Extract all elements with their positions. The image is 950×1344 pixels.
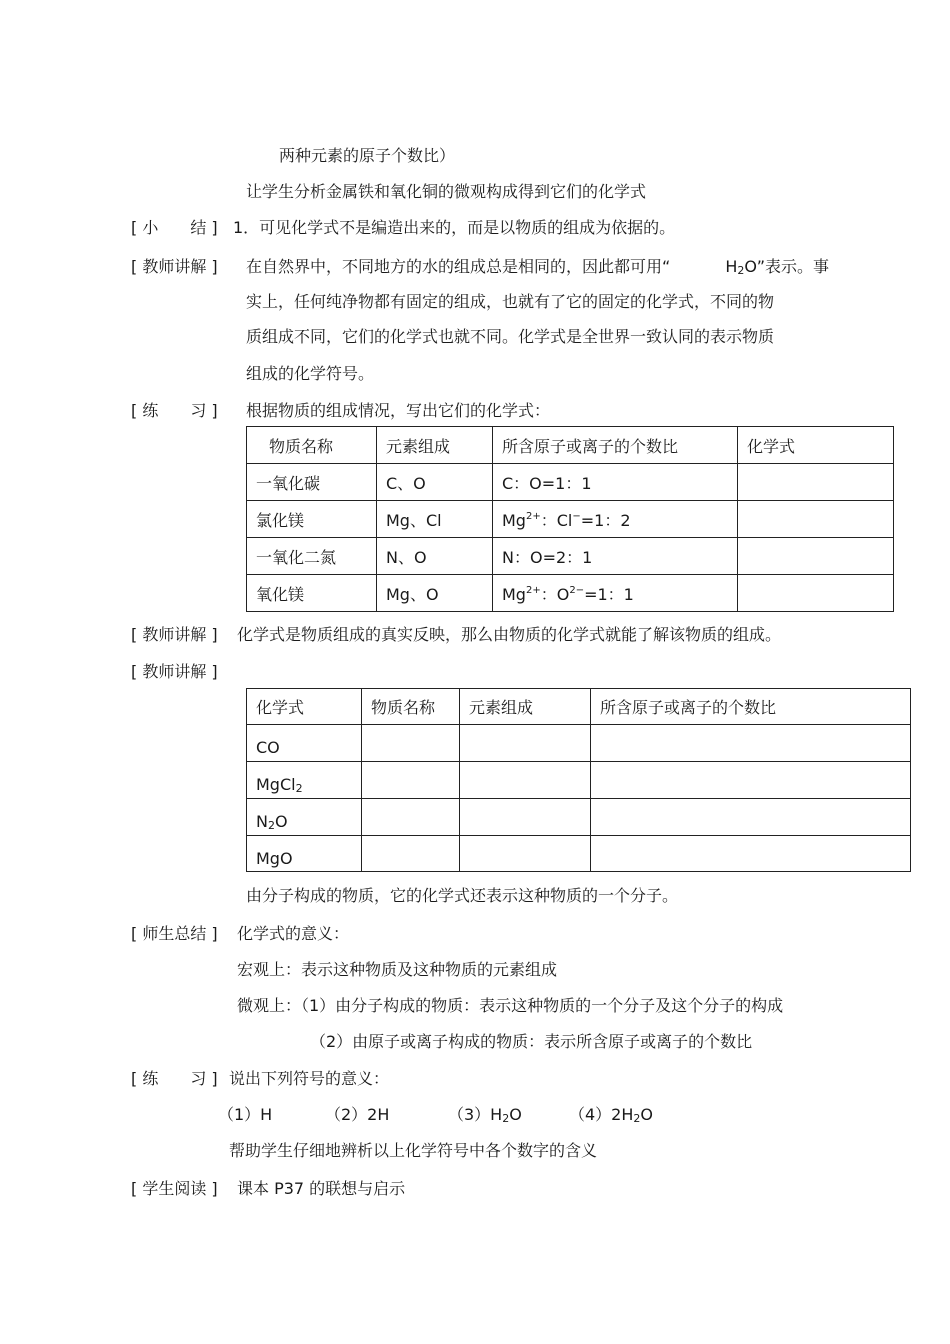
conclusion-text: 化学式的意义： [237, 924, 350, 943]
table-cell [460, 762, 591, 799]
table-header: 所含原子或离子的个数比 [591, 689, 911, 725]
lecture1-line-1 [246, 256, 829, 278]
summary-tag: [ 小 结 ] [131, 218, 218, 237]
table-header: 物质名称 [362, 689, 460, 725]
table-cell: C、O [377, 464, 493, 501]
lecture1-line-1-before: 在自然界中，不同地方的水的组成总是相同的，因此都可用“ [246, 257, 671, 276]
table-cell [591, 836, 911, 872]
reading-tag: [ 学生阅读 ] [131, 1179, 218, 1198]
table-cell [738, 501, 894, 538]
table-cell: C：O=1：1 [493, 464, 738, 501]
formula-meaning-table [246, 688, 911, 872]
table-cell: 氧化镁 [247, 575, 377, 612]
table-cell [738, 575, 894, 612]
practice1-text: 根据物质的组成情况，写出它们的化学式： [246, 401, 551, 420]
lecture3-note: 由分子构成的物质，它的化学式还表示这种物质的一个分子。 [246, 886, 679, 905]
conclusion-tag: [ 师生总结 ] [131, 924, 218, 943]
table-cell-ratio-mgcl: $Mg^{2+}$：Cl−=1：2 [493, 501, 738, 538]
water-formula: $H_2O$ [725, 257, 757, 277]
table-header: 元素组成 [460, 689, 591, 725]
conclusion-macro: 宏观上：表示这种物质及这种物质的元素组成 [237, 960, 558, 979]
table-cell [738, 538, 894, 575]
table-header: 元素组成 [377, 427, 493, 464]
symbol-item-2: （2）2H [325, 1105, 390, 1124]
table-cell [591, 725, 911, 762]
table-cell-ratio-mgo: $Mg^{2+}$：$O^{2-}=1$：1 [493, 575, 738, 612]
table-cell: 一氧化二氮 [247, 538, 377, 575]
composition-table [246, 426, 894, 612]
lecture-tag-1: [ 教师讲解 ] [131, 257, 218, 276]
intro-line-1: 两种元素的原子个数比） [279, 146, 456, 165]
table-cell: CO [247, 725, 362, 762]
table-header: 化学式 [247, 689, 362, 725]
practice-tag-1: [ 练 习 ] [131, 401, 218, 420]
lecture2-text: 化学式是物质组成的真实反映，那么由物质的化学式就能了解该物质的组成。 [237, 625, 782, 644]
summary-text: 1．可见化学式不是编造出来的，而是以物质的组成为依据的。 [233, 218, 676, 237]
lecture1-line-1-after: ”表示。事 [756, 257, 830, 276]
table-cell [362, 762, 460, 799]
table-cell [591, 799, 911, 836]
table-cell-n2o: $N_2O$ [247, 799, 362, 836]
lecture1-line-3: 质组成不同，它们的化学式也就不同。化学式是全世界一致认同的表示物质 [246, 327, 775, 346]
conclusion-micro-1: 微观上：（1）由分子构成的物质：表示这种物质的一个分子及这个分子的构成 [237, 996, 784, 1015]
lecture1-line-2: 实上，任何纯净物都有固定的组成，也就有了它的固定的化学式，不同的物 [246, 292, 775, 311]
practice-tag-2: [ 练 习 ] [131, 1069, 218, 1088]
reading-text: 课本 P37 的联想与启示 [237, 1179, 406, 1198]
table-header: 化学式 [738, 427, 894, 464]
table-cell [460, 725, 591, 762]
symbol-item-4: $(4)2H_2O$ [569, 1105, 653, 1125]
symbol-item-1: （1）H [218, 1105, 273, 1124]
table-cell: 氯化镁 [247, 501, 377, 538]
intro-line-2: 让学生分析金属铁和氧化铜的微观构成得到它们的化学式 [246, 182, 647, 201]
table-cell [362, 725, 460, 762]
table-cell: N：O=2：1 [493, 538, 738, 575]
table-cell: Mg、O [377, 575, 493, 612]
table-header: 所含原子或离子的个数比 [493, 427, 738, 464]
table-cell [460, 799, 591, 836]
symbol-item-3: $(3)H_2O$ [448, 1105, 522, 1125]
conclusion-micro-2: （2）由原子或离子构成的物质：表示所含原子或离子的个数比 [310, 1032, 753, 1051]
practice2-text: 说出下列符号的意义： [229, 1069, 390, 1088]
table-cell: N、O [377, 538, 493, 575]
lecture-tag-3: [ 教师讲解 ] [131, 662, 218, 681]
lecture1-line-4: 组成的化学符号。 [246, 364, 375, 383]
table-cell: MgO [247, 836, 362, 872]
table-cell: 一氧化碳 [247, 464, 377, 501]
practice2-help: 帮助学生仔细地辨析以上化学符号中各个数字的含义 [229, 1141, 598, 1160]
lecture-tag-2: [ 教师讲解 ] [131, 625, 218, 644]
table-cell-mgcl2: MgCl$_2$ [247, 762, 362, 799]
table-cell [460, 836, 591, 872]
table-cell [362, 836, 460, 872]
table-cell [362, 799, 460, 836]
table-header: 物质名称 [247, 427, 377, 464]
table-cell: Mg、Cl [377, 501, 493, 538]
table-cell [738, 464, 894, 501]
table-cell [591, 762, 911, 799]
